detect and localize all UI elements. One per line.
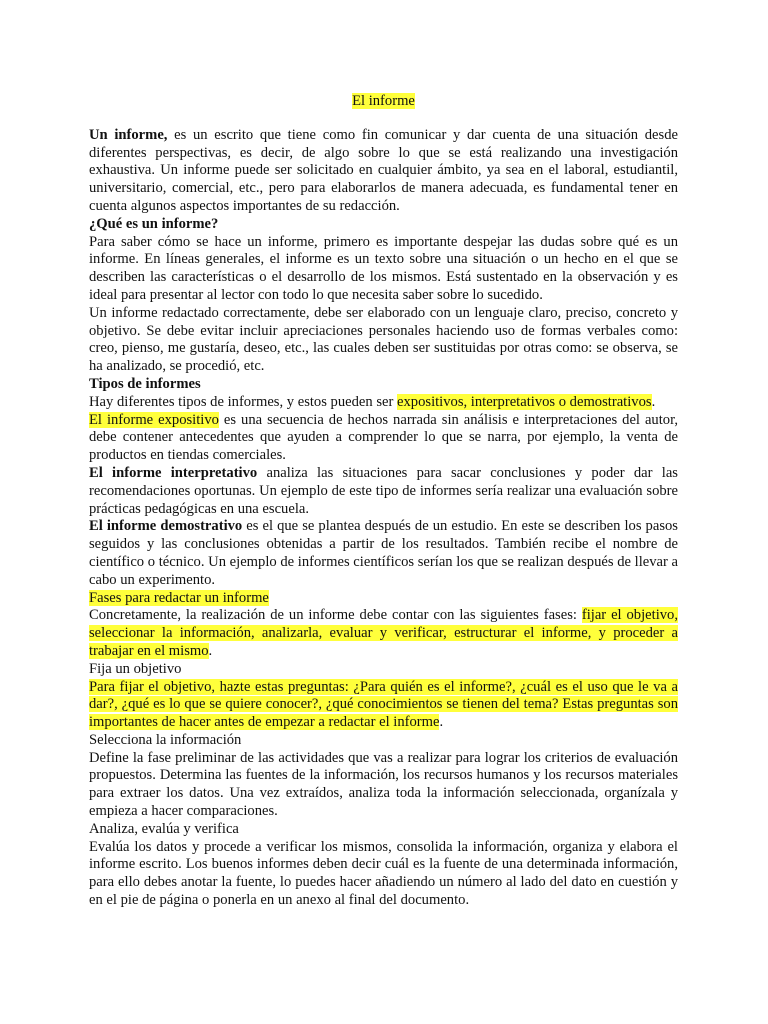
analiza-heading: Analiza, evalúa y verifica xyxy=(89,820,239,837)
objetivo-after: . xyxy=(439,714,444,731)
title-highlight: El informe xyxy=(352,93,415,109)
objetivo-paragraph xyxy=(89,679,678,732)
fases-intro-paragraph xyxy=(89,607,678,660)
interpretativo-text: analiza las situaciones para sacar conclusiones y poder dar las recomendaciones oportunas. Un ejemplo de este tipo de informes sería realizar una evaluación sobre prácticas pedagógicas en una escuela. xyxy=(89,464,678,517)
objetivo-heading: Fija un objetivo xyxy=(89,660,182,677)
fases-heading xyxy=(89,590,678,608)
tipos-intro-before: Hay diferentes tipos de informes, y estos pueden ser xyxy=(89,393,398,410)
que-es-heading: ¿Qué es un informe? xyxy=(89,215,219,232)
tipos-heading: Tipos de informes xyxy=(89,375,201,392)
expositivo-highlight: El informe expositivo xyxy=(89,411,219,428)
interpretativo-lead: El informe interpretativo xyxy=(89,464,258,481)
document-title xyxy=(89,93,678,111)
intro-text: es un escrito que tiene como fin comunicar y dar cuenta de una situación desde diferentes perspectivas, es decir, de algo sobre lo que se está realizando una investigación exhaustiva. Un informe puede ser solicitado en cualquier ámbito, ya sea en el laboral, estudiantil, universitario, comercial, etc., pero para elaborarlos de manera adecuada, es fundamental tener en cuenta algunos aspectos importantes de su redacción. xyxy=(89,126,678,214)
que-es-paragraph-1: Para saber cómo se hace un informe, primero es importante despejar las dudas sobre qué es un informe. En líneas generales, el informe es un texto sobre una situación o un hecho en el que se describen las características o el desarrollo de los mismos. Está sustentado en la observación y es ideal para presentar al lector con todo lo que necesita saber sobre lo sucedido. xyxy=(89,233,678,303)
fases-heading-highlight: Fases para redactar un informe xyxy=(89,589,269,606)
document-page xyxy=(89,93,678,910)
expositivo-text: es una secuencia de hechos narrada sin análisis e interpretaciones del autor, debe contener antecedentes que ayuden a comprender lo que se narra, por ejemplo, la venta de productos en tiendas comerciales. xyxy=(89,411,678,464)
demostrativo-paragraph xyxy=(89,518,678,589)
expositivo-paragraph xyxy=(89,412,678,465)
intro-lead: Un informe, xyxy=(89,126,168,143)
selecciona-heading: Selecciona la información xyxy=(89,731,242,748)
demostrativo-text: es el que se plantea después de un estudio. En este se describen los pasos seguidos y las conclusiones obtenidas a partir de los resultados. También recibe el nombre de científico o técnico. Un ejemplo de informes científicos serían los que se realizan después de llevar a cabo un experimento. xyxy=(89,518,678,588)
tipos-intro-after: . xyxy=(651,393,656,410)
interpretativo-paragraph xyxy=(89,465,678,518)
fases-intro-after: . xyxy=(208,642,213,659)
fases-intro-before: Concretamente, la realización de un informe debe contar con las siguientes fases: xyxy=(89,607,582,624)
tipos-intro-paragraph xyxy=(89,394,678,412)
intro-paragraph xyxy=(89,127,678,216)
selecciona-paragraph: Define la fase preliminar de las actividades que vas a realizar para lograr los criterios de evaluación propuestos. Determina las fuentes de la información, los recursos humanos y los recursos materiales para extraer los datos. Una vez extraídos, analiza toda la información seleccionada, organízala y empieza a hacer comparaciones. xyxy=(89,749,678,820)
tipos-intro-highlight: expositivos, interpretativos o demostrativos xyxy=(397,393,652,410)
objetivo-highlight: Para fijar el objetivo, hazte estas preguntas: ¿Para quién es el informe?, ¿cuál es el uso que le va a dar?, ¿qué es lo que se quiere conocer?, ¿qué conocimientos se tienen del tema? Estas preguntas son importantes de hacer antes de empezar a redactar el informe xyxy=(89,678,678,731)
que-es-paragraph-2: Un informe redactado correctamente, debe ser elaborado con un lenguaje claro, preciso, concreto y objetivo. Se debe evitar incluir apreciaciones personales haciendo uso de formas verbales como: creo, pienso, me gustaría, deseo, etc., las cuales deben ser sustituidas por otras como: se observa, se ha analizado, se procedió, etc. xyxy=(89,304,678,375)
analiza-paragraph: Evalúa los datos y procede a verificar los mismos, consolida la información, organiza y elabora el informe escrito. Los buenos informes deben decir cuál es la fuente de una determinada información, para ello debes anotar la fuente, lo puedes hacer añadiendo un número al lado del dato en cuestión y en el pie de página o ponerla en un anexo al final del documento. xyxy=(89,838,678,909)
fases-intro-highlight: fijar el objetivo, seleccionar la información, analizarla, evaluar y verificar, estructurar el informe, y proceder a trabajar en el mismo xyxy=(89,607,678,659)
demostrativo-lead: El informe demostrativo xyxy=(89,518,243,535)
